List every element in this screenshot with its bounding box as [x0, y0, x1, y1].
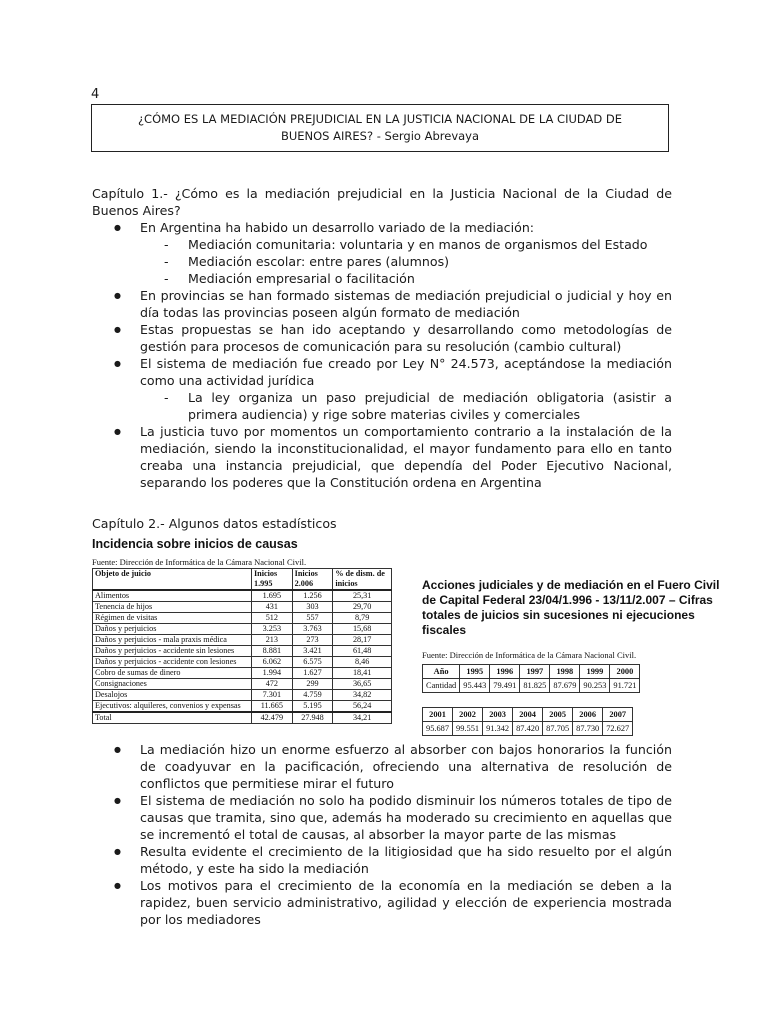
year-header: 1999 — [580, 665, 610, 679]
table-row — [93, 690, 392, 701]
table-cell: 81.825 — [520, 679, 550, 693]
table-row — [93, 679, 392, 690]
table-cell: 56,24 — [333, 701, 392, 713]
actions-table-figure — [422, 578, 734, 736]
table-row — [93, 602, 392, 613]
table-cell: 27.948 — [292, 712, 333, 724]
table-cell: Consignaciones — [93, 679, 252, 690]
actions-table-2001-2007 — [422, 707, 633, 736]
table-cell: 87.705 — [543, 722, 573, 736]
table-cell: 42.479 — [252, 712, 293, 724]
sub-list-item: - La ley organiza un paso prejudicial de mediación obligatoria (asistir a primera audiencia) y rige sobre materias civiles y comerciales — [140, 389, 672, 423]
table-cell: 8,79 — [333, 613, 392, 624]
list-item: ● Estas propuestas se han ido aceptando y desarrollando como metodologías de gestión para procesos de comunicación para su resolución (cambio cultural) — [92, 321, 672, 355]
table-row — [93, 613, 392, 624]
table-row — [93, 701, 392, 713]
chapter-2-heading: Capítulo 2.- Algunos datos estadísticos — [92, 516, 337, 531]
table-cell: Total — [93, 712, 252, 724]
incidence-table-heading: Incidencia sobre inicios de causas — [92, 537, 298, 551]
year-header: 2003 — [483, 708, 513, 722]
table-cell: 1.256 — [292, 590, 333, 602]
table-cell: 25,31 — [333, 590, 392, 602]
list-item: ● En provincias se han formado sistemas de mediación prejudicial o judicial y hoy en día todas las provincias poseen algún formato de mediación — [92, 287, 672, 321]
sub-list-item: - Mediación empresarial o facilitación — [140, 270, 672, 287]
table-cell: 28,17 — [333, 635, 392, 646]
title-line-1: ¿CÓMO ES LA MEDIACIÓN PREJUDICIAL EN LA JUSTICIA NACIONAL DE LA CIUDAD DE — [137, 112, 623, 126]
table-cell: 61,48 — [333, 646, 392, 657]
page-number: 4 — [91, 87, 100, 102]
table-cell: Daños y perjuicios - accidente sin lesiones — [93, 646, 252, 657]
table-cell: 431 — [252, 602, 293, 613]
table-cell: 7.301 — [252, 690, 293, 701]
incidence-table-body — [93, 590, 392, 724]
table-row — [93, 646, 392, 657]
table-cell: Daños y perjuicios — [93, 624, 252, 635]
list-item — [92, 355, 672, 423]
column-header: Objeto de juicio — [93, 569, 252, 591]
actions-table-1995-2000 — [422, 664, 640, 693]
year-header: 2006 — [573, 708, 603, 722]
table-cell: 1.627 — [292, 668, 333, 679]
table-row — [93, 635, 392, 646]
bullet-text: El sistema de mediación fue creado por Ley N° 24.573, aceptándose la mediación como una actividad jurídica — [140, 356, 672, 388]
table-cell: Ejecutivos: alquileres, convenios y expensas — [93, 701, 252, 713]
column-header: Inicios 2.006 — [292, 569, 333, 591]
table-cell: 91.721 — [610, 679, 640, 693]
table-cell: 8,46 — [333, 657, 392, 668]
table-cell: 3.253 — [252, 624, 293, 635]
year-header: 2005 — [543, 708, 573, 722]
year-header: 2007 — [603, 708, 633, 722]
table-cell: 303 — [292, 602, 333, 613]
table-row — [93, 712, 392, 724]
table-cell: Daños y perjuicios - accidente con lesiones — [93, 657, 252, 668]
table-row — [93, 590, 392, 602]
table-cell: Daños y perjuicios - mala praxis médica — [93, 635, 252, 646]
incidence-table — [92, 568, 392, 724]
table-cell: 3.421 — [292, 646, 333, 657]
table-cell: 1.695 — [252, 590, 293, 602]
table-cell: 95.687 — [423, 722, 453, 736]
incidence-table-figure — [92, 537, 392, 724]
table-cell: 18,41 — [333, 668, 392, 679]
table-cell: 34,82 — [333, 690, 392, 701]
sub-list — [140, 389, 672, 423]
table-cell: Alimentos — [93, 590, 252, 602]
list-item — [92, 219, 672, 287]
table-cell: 6.575 — [292, 657, 333, 668]
actions-table-source: Fuente: Dirección de Informática de la Cámara Nacional Civil. — [422, 650, 637, 660]
table-cell: 99.551 — [453, 722, 483, 736]
year-header: 1995 — [460, 665, 490, 679]
table-cell: 557 — [292, 613, 333, 624]
table-row — [93, 657, 392, 668]
table-cell: 87.730 — [573, 722, 603, 736]
table-cell: 6.062 — [252, 657, 293, 668]
table-cell: 87.420 — [513, 722, 543, 736]
table-row — [93, 624, 392, 635]
table-cell: 91.342 — [483, 722, 513, 736]
table-cell: Cobro de sumas de dinero — [93, 668, 252, 679]
list-item: ● Los motivos para el crecimiento de la economía en la mediación se deben a la rapidez, buen servicio administrativo, agilidad y elección de experiencia mostrada por los mediadores — [92, 877, 672, 928]
sub-list-item: - Mediación escolar: entre pares (alumnos) — [140, 253, 672, 270]
table-cell: 512 — [252, 613, 293, 624]
row-label: Año — [423, 665, 460, 679]
table-cell: 72.627 — [603, 722, 633, 736]
bullet-text: En Argentina ha habido un desarrollo variado de la mediación: — [140, 220, 535, 235]
table-cell: 90.253 — [580, 679, 610, 693]
table-cell: 8.881 — [252, 646, 293, 657]
title-line-2: BUENOS AIRES? - Sergio Abrevaya — [280, 129, 480, 143]
year-header: 2002 — [453, 708, 483, 722]
table-cell: Tenencia de hijos — [93, 602, 252, 613]
list-item: ● La justicia tuvo por momentos un comportamiento contrario a la instalación de la mediación, siendo la inconstitucionalidad, el mayor fundamento para ello en tanto creaba una instancia prejudicial, que dependía del Poder Ejecutivo Nacional, separando los poderes que la Constitución ordena en Argentina — [92, 423, 672, 491]
year-header: 1996 — [490, 665, 520, 679]
actions-table-heading: Acciones judiciales y de mediación en el Fuero Civil de Capital Federal 23/04/1.996 - 13/11/2.007 – Cifras totales de juicios sin sucesiones ni ejecuciones fiscales — [422, 578, 720, 637]
sub-list — [140, 236, 672, 287]
chapter-1-heading: Capítulo 1.- ¿Cómo es la mediación prejudicial en la Justicia Nacional de la Ciudad de Buenos Aires? — [92, 186, 672, 218]
table-cell: 87.679 — [550, 679, 580, 693]
table-cell: 11.665 — [252, 701, 293, 713]
table-cell: 36,65 — [333, 679, 392, 690]
year-header: 2004 — [513, 708, 543, 722]
table-cell: Desalojos — [93, 690, 252, 701]
table-cell: 29,70 — [333, 602, 392, 613]
table-cell: Régimen de visitas — [93, 613, 252, 624]
table-cell: 3.763 — [292, 624, 333, 635]
chapter-1-bullets — [92, 219, 672, 491]
row-label: Cantidad — [423, 679, 460, 693]
table-cell: 4.759 — [292, 690, 333, 701]
column-header: Inicios 1.995 — [252, 569, 293, 591]
table-cell: 299 — [292, 679, 333, 690]
table-cell: 213 — [252, 635, 293, 646]
document-title-box — [91, 104, 669, 152]
list-item: ● La mediación hizo un enorme esfuerzo al absorber con bajos honorarios la función de coadyuvar en la pacificación, ofreciendo una alternativa de resolución de conflictos que permitiese mirar el futuro — [92, 741, 672, 792]
table-cell: 34,21 — [333, 712, 392, 724]
chapter-2-bullets — [92, 741, 672, 928]
table-cell: 472 — [252, 679, 293, 690]
list-item: ● Resulta evidente el crecimiento de la litigiosidad que ha sido resuelto por el algún método, y este ha sido la mediación — [92, 843, 672, 877]
year-header: 2000 — [610, 665, 640, 679]
table-cell: 273 — [292, 635, 333, 646]
year-header: 2001 — [423, 708, 453, 722]
year-header: 1998 — [550, 665, 580, 679]
incidence-table-source: Fuente: Dirección de Informática de la Cámara Nacional Civil. — [92, 557, 307, 567]
table-row — [93, 668, 392, 679]
list-item: ● El sistema de mediación no solo ha podido disminuir los números totales de tipo de causas que tramita, sino que, además ha moderado su crecimiento en aquellas que se incrementó el total de causas, al absorber la mayor parte de las mismas — [92, 792, 672, 843]
year-header: 1997 — [520, 665, 550, 679]
table-cell: 79.491 — [490, 679, 520, 693]
table-cell: 95.443 — [460, 679, 490, 693]
table-cell: 1.994 — [252, 668, 293, 679]
column-header: % de dism. de inicios — [333, 569, 392, 591]
table-cell: 15,68 — [333, 624, 392, 635]
table-cell: 5.195 — [292, 701, 333, 713]
sub-list-item: - Mediación comunitaria: voluntaria y en manos de organismos del Estado — [140, 236, 672, 253]
